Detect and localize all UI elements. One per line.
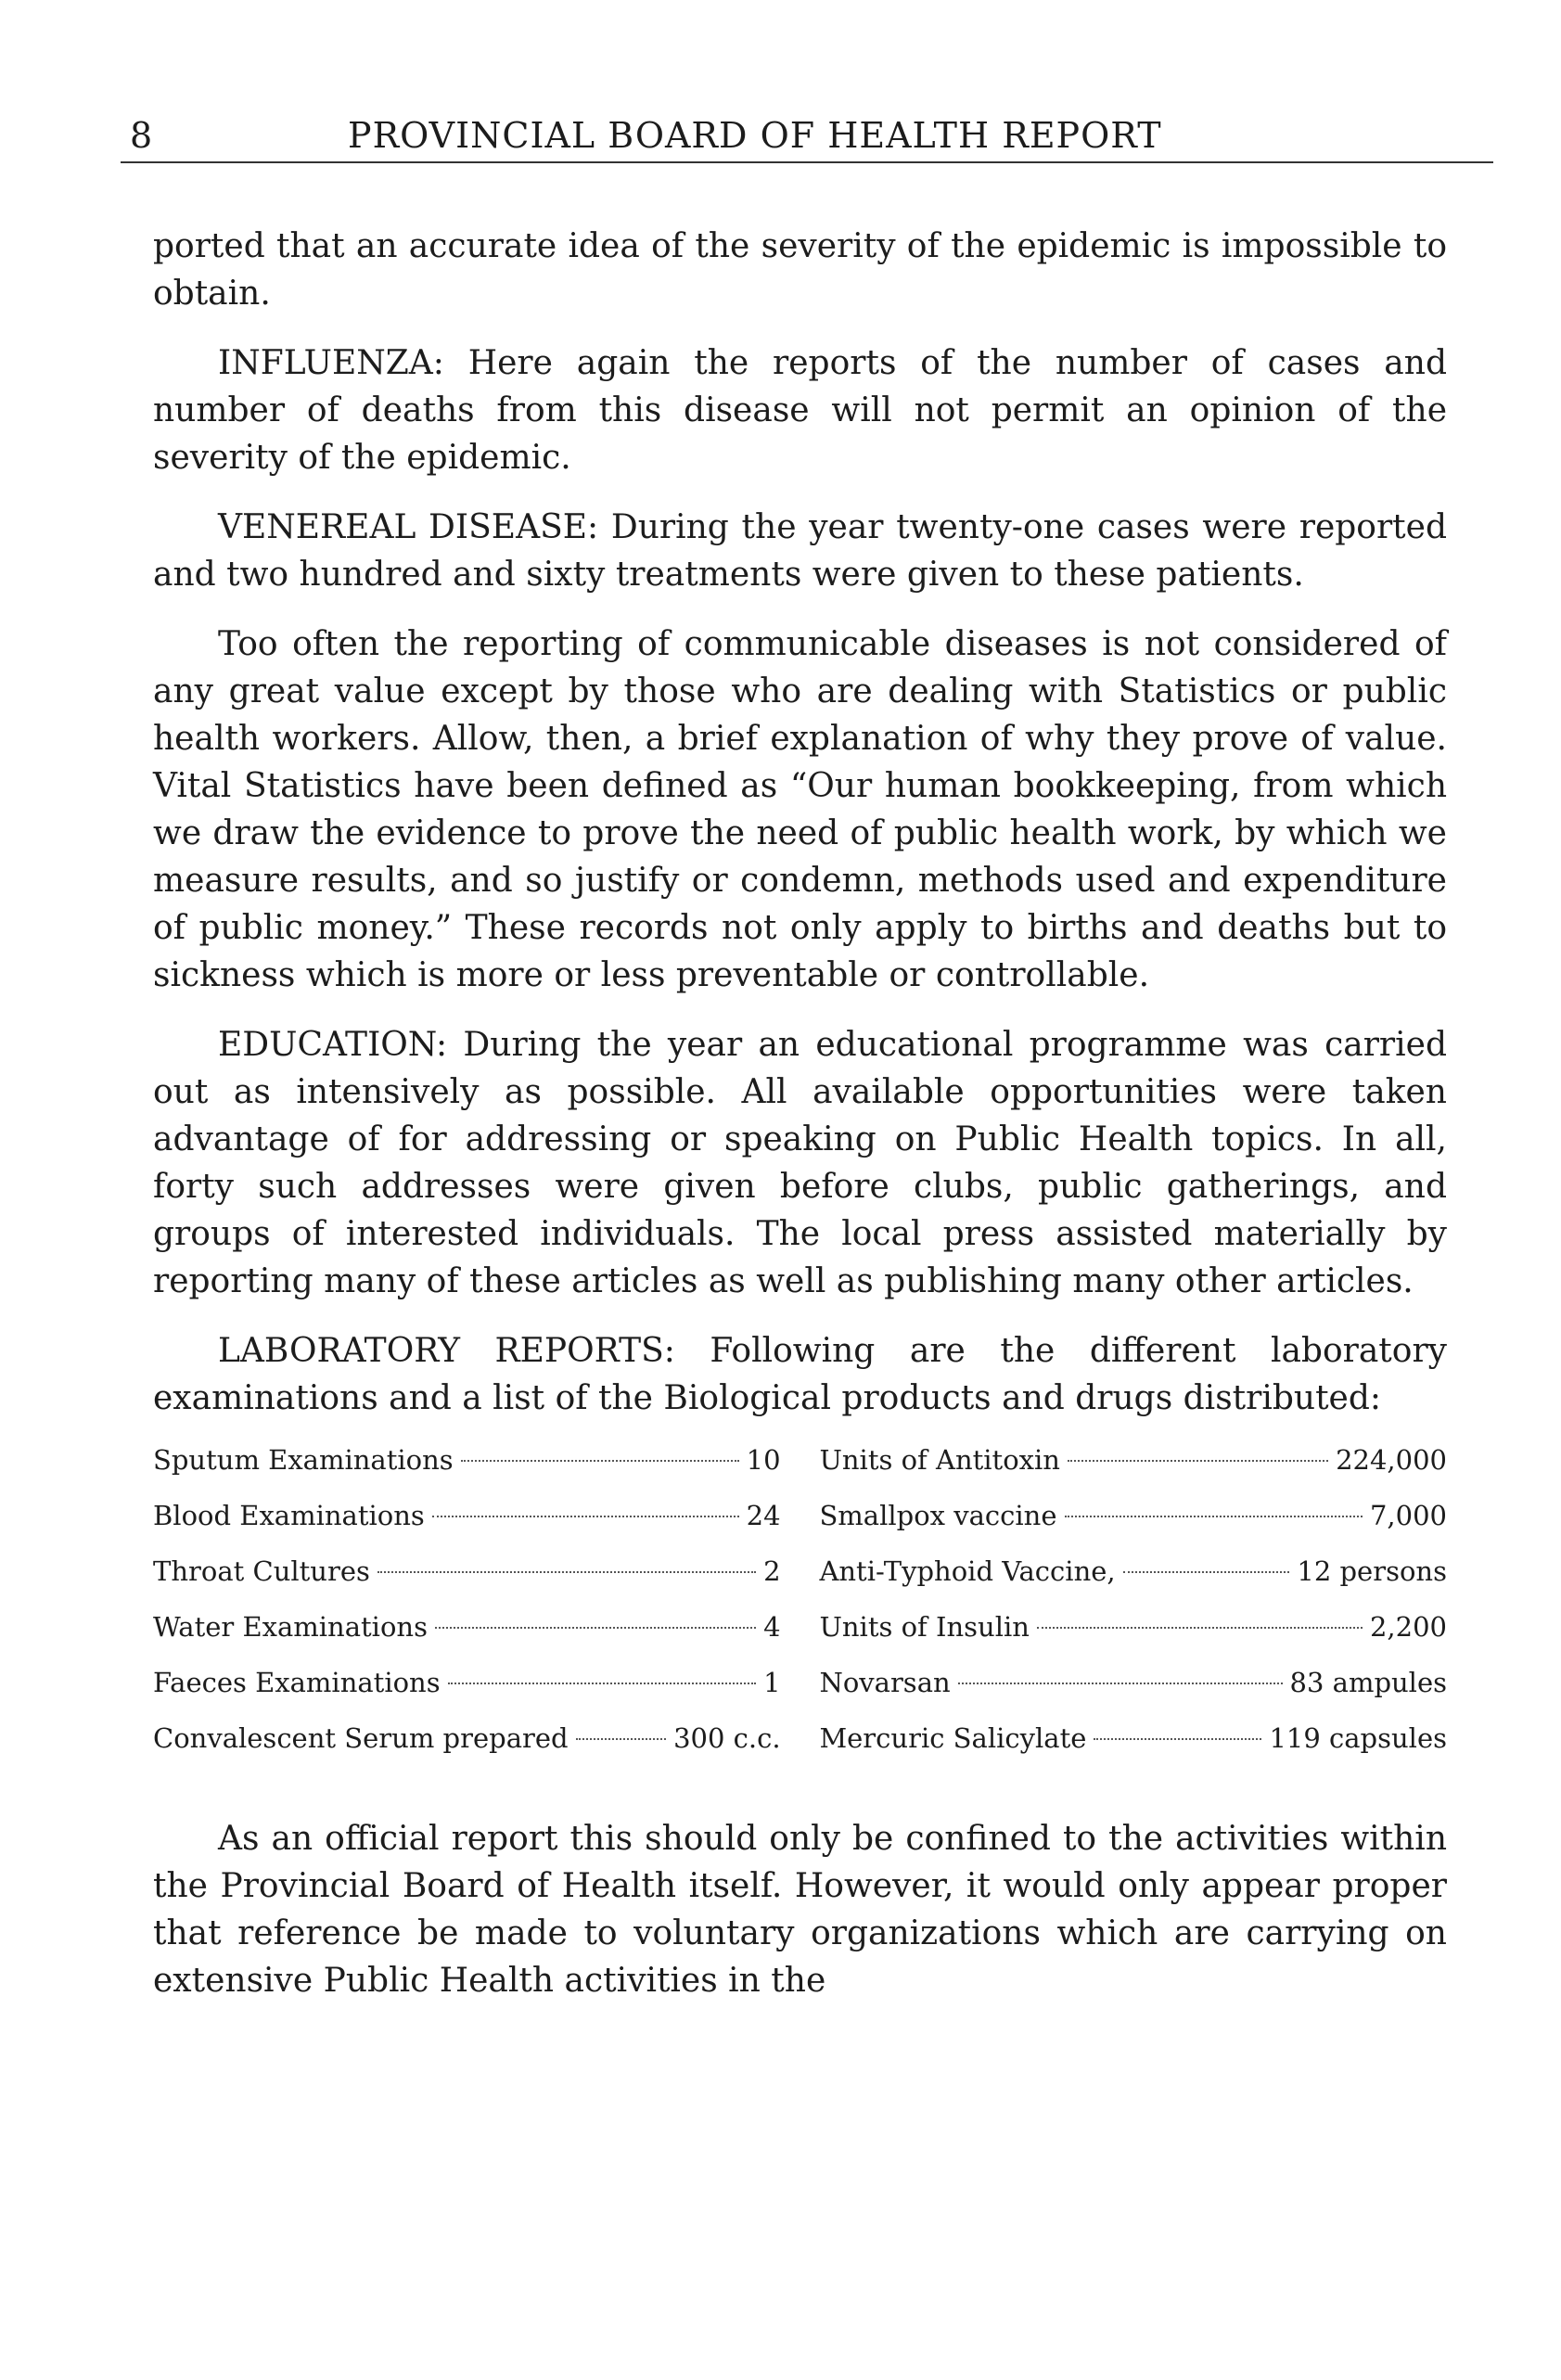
product-row-value: 224,000 <box>1336 1444 1447 1476</box>
dot-leader <box>1068 1460 1328 1462</box>
product-row-label: Units of Antitoxin <box>819 1444 1060 1476</box>
lab-row-label: Convalescent Serum prepared <box>153 1722 569 1754</box>
dot-leader <box>1123 1571 1290 1573</box>
lab-examinations-column <box>153 1444 781 1778</box>
dot-leader <box>377 1571 756 1573</box>
lab-row <box>153 1722 781 1778</box>
dot-leader <box>461 1460 739 1462</box>
lab-row-label: Throat Cultures <box>153 1555 370 1587</box>
running-title: PROVINCIAL BOARD OF HEALTH REPORT <box>348 115 1162 156</box>
product-row-value: 119 capsules <box>1269 1722 1447 1754</box>
dot-leader <box>432 1516 739 1517</box>
lab-row-value: 4 <box>763 1611 781 1643</box>
product-row-label: Smallpox vaccine <box>819 1500 1057 1531</box>
lab-row-value: 2 <box>763 1555 781 1587</box>
product-row <box>819 1611 1447 1667</box>
dot-leader <box>448 1683 756 1684</box>
lab-row <box>153 1444 781 1500</box>
lab-row-value: 1 <box>763 1667 781 1698</box>
laboratory-table <box>153 1444 1447 1778</box>
lab-row-value: 300 c.c. <box>673 1722 781 1754</box>
product-row-value: 12 persons <box>1297 1555 1447 1587</box>
paragraph-influenza: INFLUENZA: Here again the reports of the number of cases and number of deaths from this disease will not permit an opinion of the severity of the epidemic. <box>153 344 1447 477</box>
paragraph-communicable-diseases: Too often the reporting of communicable diseases is not considered of any great value except by those who are dealing with Statistics or public health workers. Allow, then, a brief explanation of why they prove of value. Vital Statistics have been defined as “Our human bookkeeping, from which we draw the evidence to prove the need of public health work, by which we measure results, and so justify or condemn, methods used and expenditure of public money.” These records not only apply to births and deaths but to sickness which is more or less preventable or controllable. <box>153 625 1447 994</box>
product-row <box>819 1500 1447 1555</box>
paragraph-education: EDUCATION: During the year an educational programme was carried out as intensively as possible. All available opportunities were taken advantage of for addressing or speaking on Public Health topics. In all, forty such addresses were given before clubs, public gatherings, and groups of interested individuals. The local press assisted materially by reporting many of these articles as well as publishing many other articles. <box>153 1026 1447 1300</box>
dot-leader <box>958 1683 1283 1684</box>
product-row <box>819 1667 1447 1722</box>
body-text <box>153 223 1447 2027</box>
product-row-label: Anti-Typhoid Vaccine, <box>819 1555 1116 1587</box>
dot-leader <box>1065 1516 1363 1517</box>
product-row <box>819 1444 1447 1500</box>
page-header <box>121 109 1493 163</box>
product-row <box>819 1555 1447 1611</box>
lab-row <box>153 1555 781 1611</box>
lab-row-label: Blood Examinations <box>153 1500 425 1531</box>
lab-row-value: 24 <box>746 1500 781 1531</box>
product-row-label: Mercuric Salicylate <box>819 1722 1087 1754</box>
paragraph-official-report: As an official report this should only be confined to the activities within the Provincial Board of Health itself. However, it would only appear proper that reference be made to voluntary organizations which are carrying on extensive Public Health activities in the <box>153 1820 1447 2000</box>
dot-leader <box>576 1738 666 1740</box>
dot-leader <box>1037 1627 1363 1629</box>
product-row-value: 83 ampules <box>1289 1667 1447 1698</box>
product-row <box>819 1722 1447 1778</box>
lab-row-value: 10 <box>746 1444 781 1476</box>
product-row-value: 7,000 <box>1369 1500 1447 1531</box>
lab-row <box>153 1500 781 1555</box>
page-number: 8 <box>130 115 153 156</box>
paragraph-laboratory-reports: LABORATORY REPORTS: Following are the different laboratory examinations and a list of the Biological products and drugs distributed: <box>153 1332 1447 1417</box>
paragraph-continuation: ported that an accurate idea of the severity of the epidemic is impossible to obtain. <box>153 227 1447 313</box>
products-distributed-column <box>819 1444 1447 1778</box>
lab-row <box>153 1611 781 1667</box>
dot-leader <box>1094 1738 1261 1740</box>
product-row-value: 2,200 <box>1369 1611 1447 1643</box>
dot-leader <box>435 1627 756 1629</box>
paragraph-venereal-disease: VENEREAL DISEASE: During the year twenty-one cases were reported and two hundred and sixty treatments were given to these patients. <box>153 508 1447 594</box>
lab-row <box>153 1667 781 1722</box>
lab-row-label: Water Examinations <box>153 1611 428 1643</box>
product-row-label: Units of Insulin <box>819 1611 1030 1643</box>
lab-row-label: Sputum Examinations <box>153 1444 454 1476</box>
lab-row-label: Faeces Examinations <box>153 1667 441 1698</box>
product-row-label: Novarsan <box>819 1667 951 1698</box>
